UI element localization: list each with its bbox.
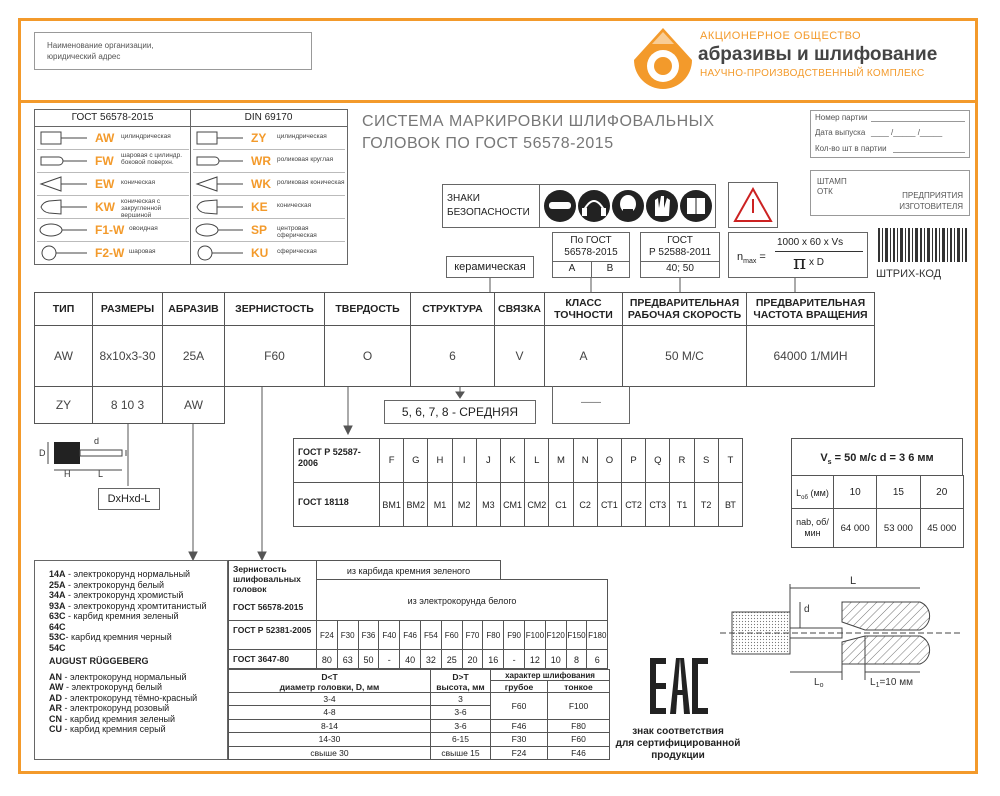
hardness-code: М3 bbox=[476, 482, 501, 527]
shape-desc: роликовая коническая bbox=[277, 179, 345, 186]
dim-D: D bbox=[39, 448, 46, 458]
hardness-letter: P bbox=[621, 438, 646, 483]
grain-fval: F150 bbox=[566, 620, 588, 650]
abrasive-item: 64C bbox=[49, 621, 66, 632]
abrasive-item-2: CN - карбид кремния зеленый bbox=[49, 713, 176, 724]
abrasive-item-2: AR - электрокорунд розовый bbox=[49, 703, 170, 713]
draw-L: L bbox=[850, 575, 857, 587]
dt-grain-cell: F24 bbox=[490, 746, 548, 760]
grain-fval: F46 bbox=[399, 620, 421, 650]
grain-fval: F180 bbox=[586, 620, 608, 650]
formula-numerator: 1000 x 60 x Vs bbox=[777, 237, 844, 248]
shape-desc: центровая сферическая bbox=[277, 225, 317, 239]
hardness-code: ВТ bbox=[718, 482, 743, 527]
main-value-cell: 6 bbox=[410, 325, 495, 387]
eac-line2: для сертифицированной bbox=[615, 738, 741, 749]
shape-desc: коническая с закругленной вершиной bbox=[121, 198, 162, 219]
grain-nval: 10 bbox=[545, 649, 567, 669]
main-header-cell: ПРЕДВАРИТЕЛЬНАЯ РАБОЧАЯ СКОРОСТЬ bbox=[622, 292, 747, 326]
shapes-header-gost: ГОСТ 56578-2015 bbox=[35, 110, 191, 127]
accuracy-h2: 56578-2015 bbox=[564, 247, 618, 258]
hardness-letter: J bbox=[476, 438, 501, 483]
speed-l-val: 20 bbox=[920, 475, 964, 509]
stamp-box bbox=[810, 170, 970, 216]
abrasive-item-2: AW - электрокорунд белый bbox=[49, 682, 162, 692]
formula-pi: π bbox=[793, 250, 807, 274]
hardness-letter: K bbox=[500, 438, 525, 483]
hardness-code: ВМ1 bbox=[379, 482, 404, 527]
grain-nval: 63 bbox=[337, 649, 359, 669]
grain-fval: F54 bbox=[420, 620, 442, 650]
grain-nval: 80 bbox=[316, 649, 338, 669]
abrasive-item: 25A - электрокорунд белый bbox=[49, 579, 165, 590]
main-value-cell: O bbox=[324, 325, 411, 387]
main-header-cell: СВЯЗКА bbox=[494, 292, 545, 326]
shape-desc: шаровая с цилиндр. боковой поверхн. bbox=[121, 152, 183, 166]
dt-cell: 3 bbox=[430, 692, 491, 706]
grain-nval: 32 bbox=[420, 649, 442, 669]
main-value-cell: V bbox=[494, 325, 545, 387]
org-box bbox=[34, 32, 312, 70]
main-header-cell: РАЗМЕРЫ bbox=[92, 292, 163, 326]
shape-code: SP bbox=[251, 223, 268, 237]
main-value-cell: F60 bbox=[224, 325, 325, 387]
hardness-letter: F bbox=[379, 438, 404, 483]
speed-std-h1: ГОСТ bbox=[667, 235, 693, 246]
shape-code: WK bbox=[251, 177, 271, 191]
respirator-icon bbox=[612, 190, 644, 222]
main-value-cell: 8x10x3-30 bbox=[92, 325, 163, 387]
batch-box: Номер партии Дата выпуска ____ /_____ /_____ Кол-во шт в партии bbox=[810, 110, 970, 158]
dimension-drawing bbox=[34, 430, 134, 480]
oval-shape-icon bbox=[37, 220, 91, 240]
hardness-letter: O bbox=[597, 438, 622, 483]
cylinder-shape-icon bbox=[37, 128, 91, 148]
hardness-code: М1 bbox=[427, 482, 452, 527]
speed-l-label: $L_{об}$ (мм) bbox=[791, 475, 834, 509]
hardness-letter: H bbox=[427, 438, 452, 483]
grain-fval: F40 bbox=[378, 620, 400, 650]
shape-row bbox=[37, 243, 189, 264]
grain-green: из карбида кремния зеленого bbox=[316, 560, 501, 580]
main-value-cell: A bbox=[544, 325, 623, 387]
stamp-l3: ПРЕДПРИЯТИЯ bbox=[902, 191, 963, 200]
shape-code: KW bbox=[95, 200, 115, 214]
hardness-gost1: ГОСТ Р 52587-2006 bbox=[293, 438, 380, 483]
shape-row bbox=[37, 128, 189, 150]
batch-number-label: Номер партии bbox=[815, 113, 868, 122]
dim-L: L bbox=[98, 469, 104, 479]
accuracy-dash: —— bbox=[581, 397, 601, 408]
shape-desc: сферическая bbox=[277, 248, 317, 255]
formula-denominator: x D bbox=[809, 257, 824, 268]
abrasive-item: 14A - электрокорунд нормальный bbox=[49, 569, 191, 579]
speed-std-value: 40; 50 bbox=[666, 263, 694, 274]
gloves-icon bbox=[646, 190, 678, 222]
manual-icon bbox=[680, 190, 712, 222]
grain-nval: 40 bbox=[399, 649, 421, 669]
main-header-cell: ТВЕРДОСТЬ bbox=[324, 292, 411, 326]
grain-nval: 6 bbox=[586, 649, 608, 669]
main-row2-cell: 8 10 3 bbox=[92, 386, 163, 424]
hardness-letter: I bbox=[452, 438, 477, 483]
accuracy-a: А bbox=[568, 263, 576, 274]
batch-qty-label: Кол-во шт в партии bbox=[815, 144, 887, 153]
main-value-cell: 50 М/С bbox=[622, 325, 747, 387]
grain-fval: F60 bbox=[441, 620, 463, 650]
dim-H: H bbox=[64, 469, 71, 479]
grain-fval: F90 bbox=[503, 620, 525, 650]
shape-row bbox=[193, 243, 345, 264]
abrasive-item: 54C bbox=[49, 642, 66, 653]
shape-row bbox=[37, 151, 189, 173]
eac-line3: продукции bbox=[651, 750, 705, 761]
shape-code: KE bbox=[251, 200, 268, 214]
speed-std-h2: Р 52588-2011 bbox=[648, 247, 712, 258]
hardness-letter: M bbox=[548, 438, 573, 483]
dt-h1: D<T диаметр головки, D, мм bbox=[228, 669, 431, 693]
dim-label: DxHxd-L bbox=[107, 493, 151, 505]
shape-desc: цилиндрическая bbox=[121, 133, 171, 140]
header-divider bbox=[18, 100, 978, 103]
speed-n-label: nab, об/мин bbox=[791, 508, 834, 548]
speed-table-head: $V_s = 50$ м/с d = 3 6 мм bbox=[791, 438, 963, 476]
hardness-letter: R bbox=[669, 438, 694, 483]
ball-nosed-cylinder-shape-icon bbox=[37, 151, 91, 171]
shape-row bbox=[193, 197, 345, 219]
draw-L1: $L_1=10$ мм bbox=[870, 677, 913, 689]
page-title-line2: ГОЛОВОК ПО ГОСТ 56578-2015 bbox=[362, 135, 614, 152]
batch-date-label: Дата выпуска bbox=[815, 128, 866, 137]
structure-note-box bbox=[384, 400, 536, 424]
safety-box bbox=[442, 184, 716, 228]
cone-shape-icon bbox=[37, 174, 91, 194]
hardness-gost2: ГОСТ 18118 bbox=[293, 482, 380, 527]
abrasive-item: 93A - электрокорунд хромтитанистый bbox=[49, 600, 207, 611]
dt-h3a: грубое bbox=[490, 680, 548, 693]
grain-fval: F30 bbox=[337, 620, 359, 650]
shape-row bbox=[193, 220, 345, 242]
main-row2-cell: AW bbox=[162, 386, 225, 424]
stamp-l1: ШТАМП bbox=[817, 177, 847, 186]
grain-fval: F36 bbox=[358, 620, 380, 650]
hardness-code: СМ2 bbox=[524, 482, 549, 527]
dt-grain-cell: F60 bbox=[547, 732, 610, 746]
goggles-icon bbox=[544, 190, 576, 222]
bond-label-box bbox=[446, 256, 534, 278]
hardness-code: ВМ2 bbox=[403, 482, 428, 527]
speed-n-val: 45 000 bbox=[920, 508, 964, 548]
shape-row bbox=[193, 128, 345, 150]
shape-row bbox=[37, 174, 189, 196]
speed-n-val: 64 000 bbox=[833, 508, 877, 548]
page-title-line1: СИСТЕМА МАРКИРОВКИ ШЛИФОВАЛЬНЫХ bbox=[362, 113, 715, 130]
dt-cell: 3-4 bbox=[228, 692, 431, 706]
hardness-code: СМ1 bbox=[500, 482, 525, 527]
shape-desc: коническая bbox=[277, 202, 312, 209]
stamp-l2: ОТК bbox=[817, 187, 833, 196]
safety-line2: БЕЗОПАСНОСТИ bbox=[447, 207, 530, 218]
hardness-code: М2 bbox=[452, 482, 477, 527]
shapes-header-din: DIN 69170 bbox=[190, 110, 347, 127]
shape-row bbox=[193, 174, 345, 196]
dt-h3b: тонкое bbox=[547, 680, 610, 693]
shape-desc: овоидная bbox=[129, 225, 158, 232]
speed-l-val: 15 bbox=[876, 475, 920, 509]
rounded-cone-shape-icon bbox=[37, 197, 91, 217]
shape-desc: шаровая bbox=[129, 248, 156, 255]
grain-nval: 20 bbox=[462, 649, 484, 669]
shape-row bbox=[37, 197, 189, 219]
cone-shape-icon bbox=[193, 174, 247, 194]
company-line1: АКЦИОНЕРНОЕ ОБЩЕСТВО bbox=[700, 30, 862, 42]
hardness-letter: N bbox=[573, 438, 598, 483]
main-header-cell: АБРАЗИВ bbox=[162, 292, 225, 326]
speed-std-box bbox=[640, 232, 720, 278]
dt-grain-cell: F80 bbox=[547, 719, 610, 733]
accuracy-b: В bbox=[606, 263, 614, 274]
eac-caption bbox=[608, 726, 748, 762]
org-line1: Наименование организации, bbox=[47, 41, 154, 50]
main-header-cell: СТРУКТУРА bbox=[410, 292, 495, 326]
dim-label-box bbox=[98, 488, 160, 510]
main-value-cell: 25A bbox=[162, 325, 225, 387]
company-line2: абразивы и шлифование bbox=[698, 44, 938, 65]
grain-white: из электрокорунда белого bbox=[316, 579, 608, 621]
shape-code: F1-W bbox=[95, 223, 125, 237]
dt-cell: 8-14 bbox=[228, 719, 431, 733]
ball-shape-icon bbox=[193, 243, 247, 263]
warning-box bbox=[728, 182, 778, 228]
shapes-table bbox=[34, 109, 348, 265]
hardness-letter: L bbox=[524, 438, 549, 483]
main-header-cell: ПРЕДВАРИТЕЛЬНАЯ ЧАСТОТА ВРАЩЕНИЯ bbox=[746, 292, 875, 326]
formula-box bbox=[728, 232, 868, 278]
ear-protection-icon bbox=[578, 190, 610, 222]
barcode-label: ШТРИХ-КОД bbox=[876, 268, 942, 280]
bond-label: керамическая bbox=[454, 261, 526, 273]
grain-nval: 8 bbox=[566, 649, 588, 669]
dt-grain-cell: F100 bbox=[547, 692, 610, 720]
accuracy-dash-box bbox=[552, 386, 630, 424]
shape-desc: цилиндрическая bbox=[277, 133, 327, 140]
shape-desc: коническая bbox=[121, 179, 156, 186]
main-header-cell: ТИП bbox=[34, 292, 93, 326]
abrasive-brand: AUGUST RÜGGEBERG bbox=[49, 656, 149, 666]
dt-cell: 14-30 bbox=[228, 732, 431, 746]
main-row2-cell: ZY bbox=[34, 386, 93, 424]
company-logo-icon bbox=[632, 26, 694, 92]
dt-grain-cell: F60 bbox=[490, 692, 548, 720]
shape-code: ZY bbox=[251, 131, 267, 145]
shape-code: AW bbox=[95, 131, 115, 145]
grain-head: Зернистость шлифовальных головок ГОСТ 56578-2015 bbox=[228, 560, 317, 621]
hardness-letter: T bbox=[718, 438, 743, 483]
abrasive-item: 53C- карбид кремния черный bbox=[49, 632, 172, 642]
hardness-letter: S bbox=[694, 438, 719, 483]
grain-nval: 50 bbox=[358, 649, 380, 669]
oval-shape-icon bbox=[193, 220, 247, 240]
accuracy-h1: По ГОСТ bbox=[570, 235, 612, 246]
speed-n-val: 53 000 bbox=[876, 508, 920, 548]
company-line3: НАУЧНО-ПРОИЗВОДСТВЕННЫЙ КОМПЛЕКС bbox=[700, 68, 925, 79]
eac-line1: знак соответствия bbox=[632, 726, 724, 737]
dt-grain-cell: F30 bbox=[490, 732, 548, 746]
safety-signs bbox=[543, 188, 713, 224]
draw-d: d bbox=[804, 604, 810, 615]
shape-code: WR bbox=[251, 154, 271, 168]
abrasive-item-2: AN - электрокорунд нормальный bbox=[49, 671, 187, 682]
main-header-cell: ЗЕРНИСТОСТЬ bbox=[224, 292, 325, 326]
formula-n: $n_{max}$ = bbox=[737, 251, 766, 266]
dt-h3: характер шлифования bbox=[490, 669, 610, 681]
warning-icon bbox=[733, 187, 773, 223]
dt-cell: свыше 30 bbox=[228, 746, 431, 760]
dt-cell: свыше 15 bbox=[430, 746, 491, 760]
shape-code: FW bbox=[95, 154, 114, 168]
grain-nval: 25 bbox=[441, 649, 463, 669]
shape-row bbox=[37, 220, 189, 242]
hardness-code: Т1 bbox=[669, 482, 694, 527]
cylinder-shape-icon bbox=[193, 128, 247, 148]
abrasive-item: 34A - электрокорунд хромистый bbox=[49, 590, 184, 600]
abrasive-item: 63C - карбид кремния зеленый bbox=[49, 611, 179, 621]
org-line2: юридический адрес bbox=[47, 52, 121, 61]
dt-cell: 3-6 bbox=[430, 705, 491, 719]
ball-shape-icon bbox=[37, 243, 91, 263]
shape-desc: роликовая круглая bbox=[277, 156, 334, 163]
grain-fval: F24 bbox=[316, 620, 338, 650]
grain-gost2: ГОСТ Р 52381-2005 bbox=[228, 620, 317, 650]
rounded-cone-shape-icon bbox=[193, 197, 247, 217]
grain-gost3: ГОСТ 3647-80 bbox=[228, 649, 317, 669]
hardness-code: Т2 bbox=[694, 482, 719, 527]
grain-nval: - bbox=[378, 649, 400, 669]
grain-nval: 16 bbox=[482, 649, 504, 669]
grain-nval: - bbox=[503, 649, 525, 669]
grain-fval: F120 bbox=[545, 620, 567, 650]
main-header-cell: КЛАСС ТОЧНОСТИ bbox=[544, 292, 623, 326]
hardness-code: С2 bbox=[573, 482, 598, 527]
technical-drawing bbox=[720, 572, 970, 692]
hardness-code: С1 bbox=[548, 482, 573, 527]
ball-nosed-cylinder-shape-icon bbox=[193, 151, 247, 171]
dt-h2: D>T высота, мм bbox=[430, 669, 491, 693]
shape-code: KU bbox=[251, 246, 269, 260]
main-value-cell: AW bbox=[34, 325, 93, 387]
stamp-l4: ИЗГОТОВИТЕЛЯ bbox=[899, 202, 963, 211]
grain-fval: F80 bbox=[482, 620, 504, 650]
hardness-code: СТ2 bbox=[621, 482, 646, 527]
dt-cell: 3-6 bbox=[430, 719, 491, 733]
shape-code: EW bbox=[95, 177, 115, 191]
grain-nval: 12 bbox=[524, 649, 546, 669]
eac-mark-icon bbox=[648, 656, 712, 718]
dim-d: d bbox=[94, 436, 100, 446]
hardness-letter: G bbox=[403, 438, 428, 483]
dt-grain-cell: F46 bbox=[547, 746, 610, 760]
main-value-cell: 64000 1/МИН bbox=[746, 325, 875, 387]
barcode-icon bbox=[878, 228, 968, 264]
abrasives-box bbox=[34, 560, 228, 760]
hardness-code: СТ3 bbox=[645, 482, 670, 527]
shape-row bbox=[193, 151, 345, 173]
safety-line1: ЗНАКИ bbox=[447, 193, 480, 204]
shape-code: F2-W bbox=[95, 246, 125, 260]
grain-fval: F70 bbox=[462, 620, 484, 650]
hardness-letter: Q bbox=[645, 438, 670, 483]
dt-cell: 4-8 bbox=[228, 705, 431, 719]
abrasive-item-2: AD - электрокорунд тёмно-красный bbox=[49, 692, 198, 703]
speed-l-val: 10 bbox=[833, 475, 877, 509]
dt-grain-cell: F46 bbox=[490, 719, 548, 733]
abrasive-item-2: CU - карбид кремния серый bbox=[49, 724, 166, 734]
accuracy-box bbox=[552, 232, 630, 278]
structure-note: 5, 6, 7, 8 - СРЕДНЯЯ bbox=[401, 405, 519, 419]
grain-fval: F100 bbox=[524, 620, 546, 650]
hardness-code: СТ1 bbox=[597, 482, 622, 527]
draw-L0: $L_o$ bbox=[814, 677, 824, 689]
dt-cell: 6-15 bbox=[430, 732, 491, 746]
